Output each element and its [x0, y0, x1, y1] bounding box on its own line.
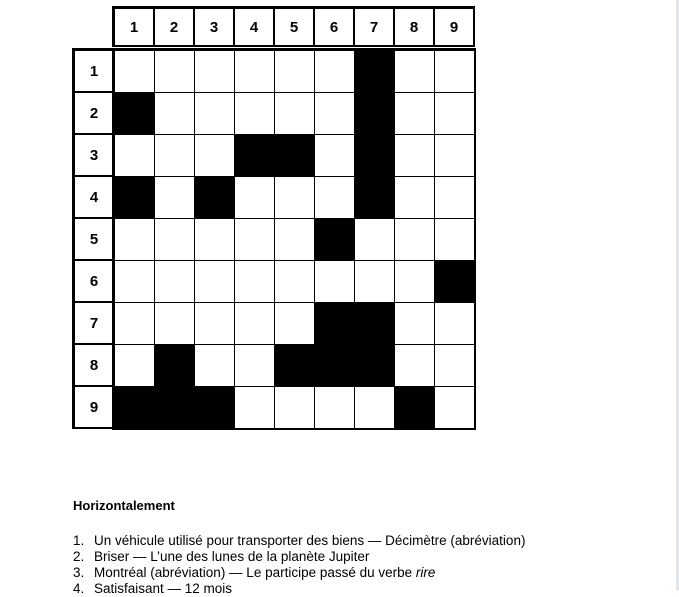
answer-cell[interactable]	[315, 135, 355, 177]
row-header: 1	[75, 51, 115, 93]
clue-text	[94, 533, 525, 549]
crossword-grid	[112, 48, 476, 430]
row-header: 6	[75, 261, 115, 303]
answer-cell[interactable]	[275, 261, 315, 303]
clue-text-main: Un véhicule utilisé pour transporter des biens — Décimètre (abréviation)	[94, 533, 526, 548]
row-header: 3	[75, 135, 115, 177]
answer-cell[interactable]	[195, 345, 235, 387]
answer-cell[interactable]	[155, 51, 195, 93]
answer-cell[interactable]	[315, 177, 355, 219]
answer-cell[interactable]	[315, 261, 355, 303]
answer-cell[interactable]	[395, 261, 435, 303]
answer-cell[interactable]	[115, 135, 155, 177]
answer-cell[interactable]	[195, 93, 235, 135]
row-header: 2	[75, 93, 115, 135]
row-header: 7	[75, 303, 115, 345]
answer-cell[interactable]	[395, 51, 435, 93]
answer-cell[interactable]	[155, 303, 195, 345]
answer-cell[interactable]	[435, 345, 475, 387]
column-header: 4	[235, 9, 275, 47]
answer-cell[interactable]	[235, 93, 275, 135]
crossword-puzzle	[72, 6, 474, 432]
black-cell	[435, 261, 475, 303]
column-header: 3	[195, 9, 235, 47]
answer-cell[interactable]	[395, 177, 435, 219]
answer-cell[interactable]	[195, 51, 235, 93]
column-header: 5	[275, 9, 315, 47]
answer-cell[interactable]	[235, 177, 275, 219]
answer-cell[interactable]	[275, 303, 315, 345]
clue-text	[94, 581, 232, 597]
black-cell	[275, 135, 315, 177]
clue-text	[94, 565, 435, 581]
clue-text-italic: rire	[415, 565, 436, 580]
answer-cell[interactable]	[155, 261, 195, 303]
black-cell	[115, 387, 155, 429]
answer-cell[interactable]	[235, 219, 275, 261]
answer-cell[interactable]	[115, 51, 155, 93]
column-header: 6	[315, 9, 355, 47]
row-header: 8	[75, 345, 115, 387]
answer-cell[interactable]	[195, 303, 235, 345]
clue-list	[73, 533, 633, 597]
answer-cell[interactable]	[315, 387, 355, 429]
answer-cell[interactable]	[435, 177, 475, 219]
black-cell	[355, 51, 395, 93]
clue-item	[73, 565, 633, 581]
black-cell	[275, 345, 315, 387]
answer-cell[interactable]	[155, 93, 195, 135]
answer-cell[interactable]	[395, 135, 435, 177]
answer-cell[interactable]	[275, 177, 315, 219]
answer-cell[interactable]	[115, 345, 155, 387]
answer-cell[interactable]	[115, 261, 155, 303]
answer-cell[interactable]	[235, 303, 275, 345]
row-header: 4	[75, 177, 115, 219]
answer-cell[interactable]	[235, 51, 275, 93]
column-header: 7	[355, 9, 395, 47]
black-cell	[355, 93, 395, 135]
answer-cell[interactable]	[235, 261, 275, 303]
black-cell	[115, 93, 155, 135]
answer-cell[interactable]	[195, 261, 235, 303]
answer-cell[interactable]	[155, 219, 195, 261]
clue-text-main: Satisfaisant — 12 mois	[94, 581, 233, 596]
black-cell	[155, 387, 195, 429]
column-header: 2	[155, 9, 195, 47]
answer-cell[interactable]	[235, 345, 275, 387]
clue-number: 3.	[73, 565, 85, 580]
clue-number: 2.	[73, 549, 85, 564]
answer-cell[interactable]	[275, 219, 315, 261]
answer-cell[interactable]	[395, 93, 435, 135]
column-header: 8	[395, 9, 435, 47]
black-cell	[355, 177, 395, 219]
black-cell	[315, 219, 355, 261]
clues-heading: Horizontalement	[73, 498, 175, 513]
answer-cell[interactable]	[435, 51, 475, 93]
answer-cell[interactable]	[355, 219, 395, 261]
black-cell	[355, 303, 395, 345]
black-cell	[195, 387, 235, 429]
row-header: 9	[75, 387, 115, 429]
black-cell	[395, 387, 435, 429]
answer-cell[interactable]	[275, 51, 315, 93]
clue-text-main: Montréal (abréviation) — Le participe passé du verbe	[94, 565, 416, 580]
answer-cell[interactable]	[115, 303, 155, 345]
clue-item	[73, 549, 633, 565]
black-cell	[195, 177, 235, 219]
clues-section	[73, 498, 633, 597]
answer-cell[interactable]	[355, 261, 395, 303]
black-cell	[315, 345, 355, 387]
clue-number: 1.	[73, 533, 85, 548]
answer-cell[interactable]	[435, 219, 475, 261]
answer-cell[interactable]	[435, 135, 475, 177]
column-header: 1	[115, 9, 155, 47]
answer-cell[interactable]	[155, 177, 195, 219]
answer-cell[interactable]	[395, 345, 435, 387]
answer-cell[interactable]	[155, 135, 195, 177]
row-header: 5	[75, 219, 115, 261]
answer-cell[interactable]	[395, 219, 435, 261]
column-header: 9	[435, 9, 475, 47]
answer-cell[interactable]	[395, 303, 435, 345]
clue-item	[73, 581, 633, 597]
black-cell	[355, 345, 395, 387]
answer-cell[interactable]	[235, 387, 275, 429]
answer-cell[interactable]	[355, 387, 395, 429]
answer-cell[interactable]	[275, 387, 315, 429]
row-headers	[72, 48, 115, 429]
answer-cell[interactable]	[315, 51, 355, 93]
answer-cell[interactable]	[195, 219, 235, 261]
answer-cell[interactable]	[435, 93, 475, 135]
black-cell	[155, 345, 195, 387]
answer-cell[interactable]	[115, 219, 155, 261]
black-cell	[235, 135, 275, 177]
clue-text-main: Briser — L’une des lunes de la planète Jupiter	[94, 549, 370, 564]
clue-text	[94, 549, 369, 565]
answer-cell[interactable]	[315, 93, 355, 135]
black-cell	[315, 303, 355, 345]
clue-item	[73, 533, 633, 549]
black-cell	[115, 177, 155, 219]
answer-cell[interactable]	[435, 303, 475, 345]
column-headers	[112, 6, 475, 47]
clue-number: 4.	[73, 581, 85, 596]
answer-cell[interactable]	[195, 135, 235, 177]
black-cell	[355, 135, 395, 177]
answer-cell[interactable]	[275, 93, 315, 135]
answer-cell[interactable]	[435, 387, 475, 429]
